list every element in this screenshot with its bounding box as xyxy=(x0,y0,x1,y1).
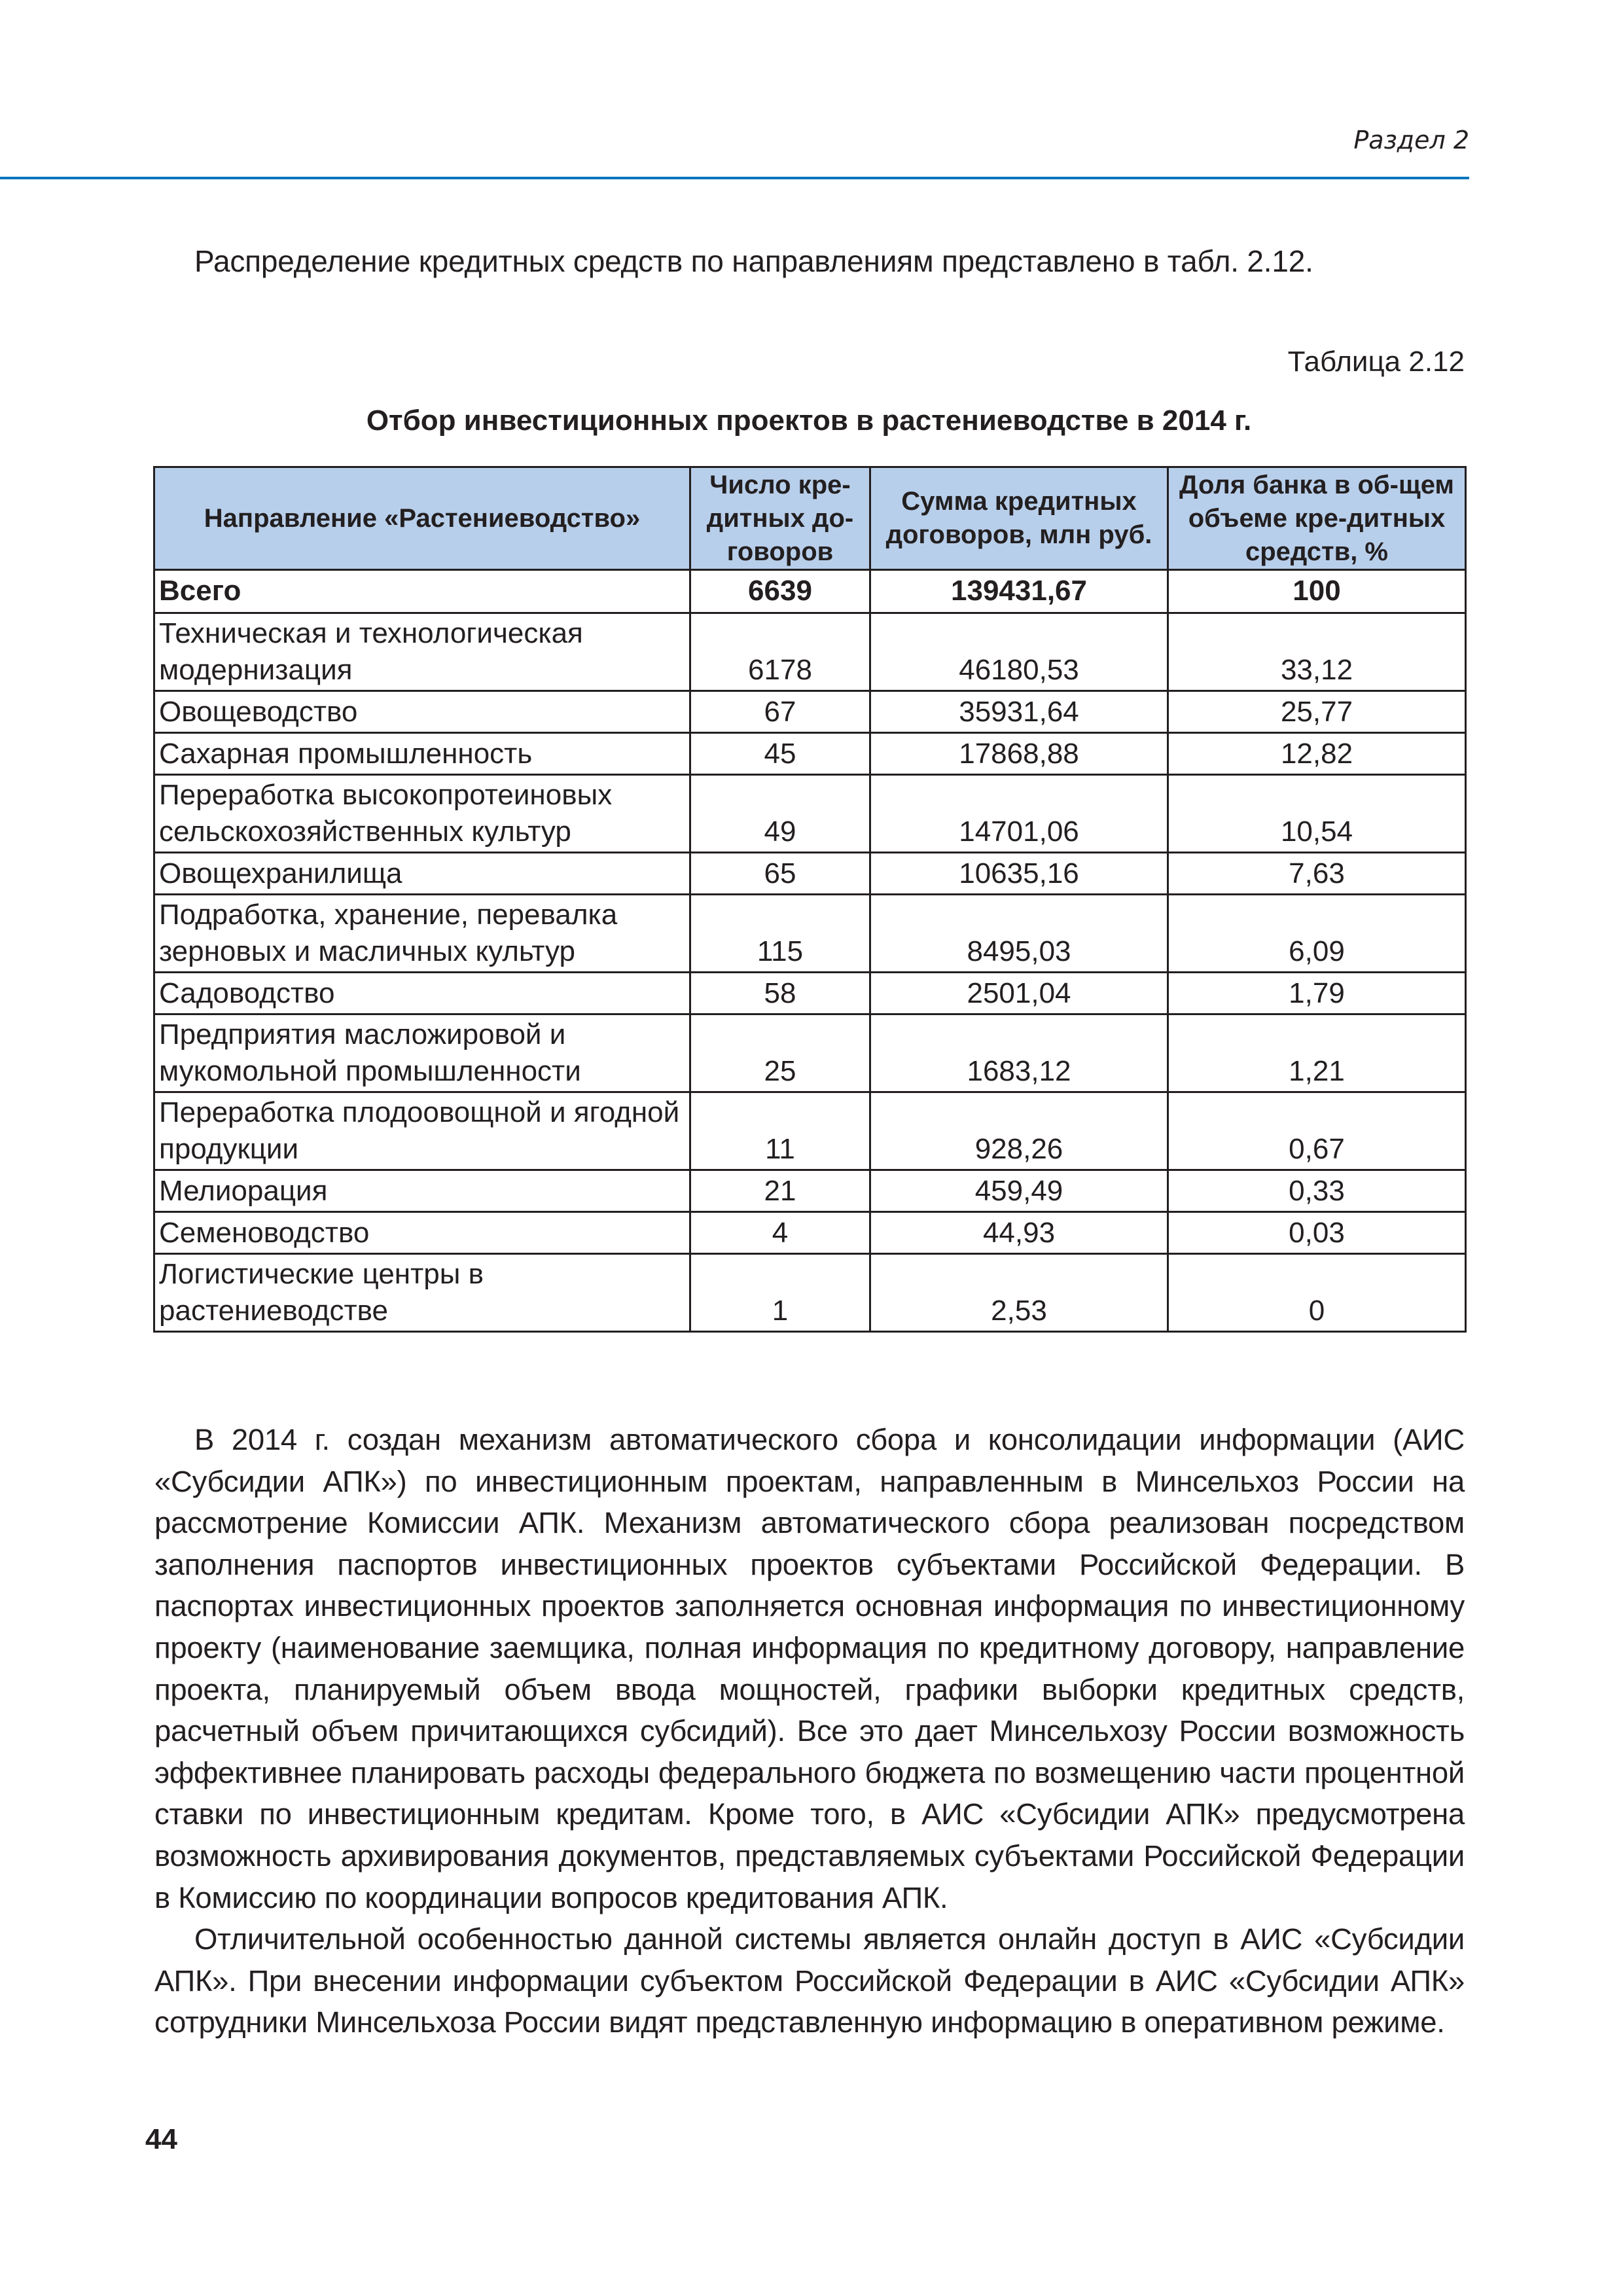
cell-share: 12,82 xyxy=(1168,733,1466,775)
body-paragraph: Отличительной особенностью данной системы является онлайн доступ в АИС «Субсидии АПК». При внесении информации субъектом Российской Федерации в АИС «Субсидии АПК» сотрудники Минсельхоза России видят представленную информацию в оперативном режиме. xyxy=(154,1922,1465,2039)
table-row xyxy=(154,691,1466,733)
cell-sum: 14701,06 xyxy=(870,775,1168,853)
running-head: Раздел 2 xyxy=(1353,126,1469,154)
cell-name: Всего xyxy=(154,570,690,613)
cell-sum: 17868,88 xyxy=(870,733,1168,775)
cell-count: 11 xyxy=(690,1092,870,1170)
table-row xyxy=(154,1254,1466,1332)
cell-count: 6639 xyxy=(690,570,870,613)
cell-sum: 8495,03 xyxy=(870,895,1168,973)
cell-sum: 928,26 xyxy=(870,1092,1168,1170)
cell-count: 67 xyxy=(690,691,870,733)
cell-share: 25,77 xyxy=(1168,691,1466,733)
cell-sum: 459,49 xyxy=(870,1170,1168,1212)
table-row xyxy=(154,973,1466,1014)
cell-name: Мелиорация xyxy=(154,1170,690,1212)
cell-sum: 10635,16 xyxy=(870,853,1168,895)
intro-paragraph: Распределение кредитных средств по направлениям представлено в табл. 2.12. xyxy=(194,244,1313,278)
cell-share: 0,03 xyxy=(1168,1212,1466,1254)
body-paragraph: В 2014 г. создан механизм автоматического сбора и консолидации информации (АИС «Субсидии АПК») по инвестиционным проектам, направленным в Минсельхоз России на рассмотрение Комиссии АПК. Механизм автоматического сбора реализован посредством заполнения паспортов инвестиционных проектов субъектами Российской Федерации. В паспортах инвестиционных проектов заполняется основная информация по инвестиционному проекту (наименование заемщика, полная информация по кредитному договору, направление проекта, планируемый объем ввода мощностей, графики выборки кредитных средств, расчетный объем причитающихся субсидий). Все это дает Минсельхозу России возможность эффективнее планировать расходы федерального бюджета по возмещению части процентной ставки по инвестиционным кредитам. Кроме того, в АИС «Субсидии АПК» предусмотрена возможность архивирования документов, представляемых субъектами Российской Федерации в Комиссию по координации вопросов кредитования АПК. xyxy=(154,1423,1465,1914)
cell-name: Овощеводство xyxy=(154,691,690,733)
cell-sum: 139431,67 xyxy=(870,570,1168,613)
cell-sum: 2,53 xyxy=(870,1254,1168,1332)
cell-count: 58 xyxy=(690,973,870,1014)
data-table xyxy=(153,466,1467,1333)
page-number: 44 xyxy=(145,2123,177,2155)
column-header-count: Число кре-дитных до-говоров xyxy=(690,467,870,570)
cell-name: Подработка, хранение, перевалка зерновых и масличных культур xyxy=(154,895,690,973)
table-row xyxy=(154,895,1466,973)
cell-count: 4 xyxy=(690,1212,870,1254)
cell-name: Семеноводство xyxy=(154,1212,690,1254)
table-caption: Отбор инвестиционных проектов в растениеводстве в 2014 г. xyxy=(366,404,1252,437)
table-row xyxy=(154,853,1466,895)
table-row xyxy=(154,1212,1466,1254)
cell-share: 0 xyxy=(1168,1254,1466,1332)
table-row xyxy=(154,613,1466,691)
cell-count: 25 xyxy=(690,1014,870,1092)
body-text xyxy=(154,1419,1465,2043)
cell-sum: 44,93 xyxy=(870,1212,1168,1254)
cell-count: 115 xyxy=(690,895,870,973)
table-header-row xyxy=(154,467,1466,570)
table-number: Таблица 2.12 xyxy=(1287,346,1465,378)
table-row xyxy=(154,1170,1466,1212)
column-header-direction: Направление «Растениеводство» xyxy=(154,467,690,570)
cell-count: 1 xyxy=(690,1254,870,1332)
header-rule xyxy=(0,177,1469,179)
cell-share: 0,67 xyxy=(1168,1092,1466,1170)
column-header-sum: Сумма кредитных договоров, млн руб. xyxy=(870,467,1168,570)
cell-count: 49 xyxy=(690,775,870,853)
cell-sum: 1683,12 xyxy=(870,1014,1168,1092)
cell-share: 100 xyxy=(1168,570,1466,613)
cell-count: 6178 xyxy=(690,613,870,691)
cell-sum: 46180,53 xyxy=(870,613,1168,691)
cell-count: 65 xyxy=(690,853,870,895)
table-row xyxy=(154,733,1466,775)
cell-name: Переработка плодоовощной и ягодной продукции xyxy=(154,1092,690,1170)
cell-name: Переработка высокопротеиновых сельскохозяйственных культур xyxy=(154,775,690,853)
column-header-share: Доля банка в об-щем объеме кре-дитных средств, % xyxy=(1168,467,1466,570)
cell-sum: 2501,04 xyxy=(870,973,1168,1014)
cell-share: 33,12 xyxy=(1168,613,1466,691)
table-row xyxy=(154,1092,1466,1170)
table-row-total xyxy=(154,570,1466,613)
cell-count: 21 xyxy=(690,1170,870,1212)
cell-name: Овощехранилища xyxy=(154,853,690,895)
cell-name: Предприятия масложировой и мукомольной промышленности xyxy=(154,1014,690,1092)
cell-name: Логистические центры в растениеводстве xyxy=(154,1254,690,1332)
cell-share: 6,09 xyxy=(1168,895,1466,973)
cell-name: Садоводство xyxy=(154,973,690,1014)
cell-share: 1,79 xyxy=(1168,973,1466,1014)
cell-name: Техническая и технологическая модернизация xyxy=(154,613,690,691)
cell-share: 0,33 xyxy=(1168,1170,1466,1212)
cell-sum: 35931,64 xyxy=(870,691,1168,733)
cell-count: 45 xyxy=(690,733,870,775)
cell-share: 7,63 xyxy=(1168,853,1466,895)
table-row xyxy=(154,1014,1466,1092)
cell-share: 10,54 xyxy=(1168,775,1466,853)
cell-share: 1,21 xyxy=(1168,1014,1466,1092)
table-row xyxy=(154,775,1466,853)
cell-name: Сахарная промышленность xyxy=(154,733,690,775)
